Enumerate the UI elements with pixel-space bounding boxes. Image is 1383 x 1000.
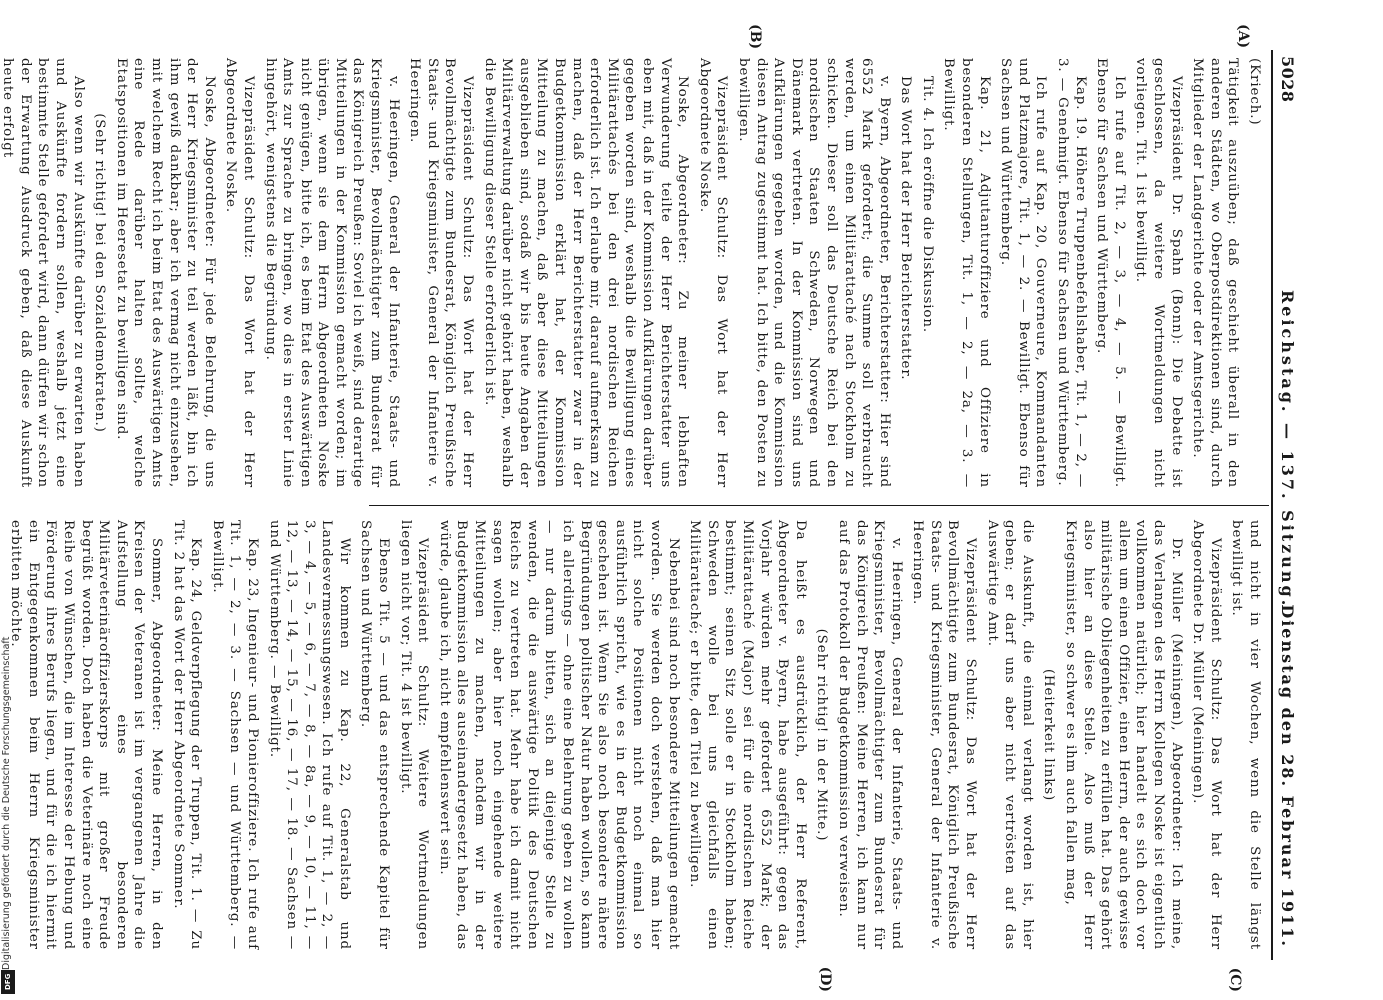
paragraph: Kap. 21, Adjutanturoffiziere und Offiziere in besonderen Stellungen, Tit. 1, — 2, — 2a, — 3. — Bewilligt. xyxy=(941,58,992,488)
paragraph: Kap. 19. Höhere Truppenbefehlshaber, Tit. 1, — 2, — 3. — Genehmigt. Ebenso für Sachsen und Württemberg. xyxy=(1055,58,1088,488)
paragraph: Also wenn wir Auskünfte darüber zu erwarten haben und Auskünfte fordern sollen, weshalb jetzt eine bestimmte Stelle gefordert wird, dann dürfen wir schon der Erwartung Ausdruck geben, daß diese Auskunft heute erfolgt xyxy=(0,58,86,488)
column-divider xyxy=(369,505,1269,506)
paragraph: die Auskunft, die einmal verlangt worden ist, hier geben; er darf uns aber nicht vertrösten auf das Auswärtige Amt. xyxy=(984,520,1035,950)
paragraph: Nebenbei sind noch besondere Mitteilungen gemacht worden. Sie werden doch verstehen, daß man hier nicht solche Positionen nicht noch einmal so ausführlich spricht, wie es in der Budgetkommission geschehen ist. Wenn Sie also noch besondere nähere Begründungen politischer Natur haben wollen, so kann ich allerdings — ohne eine Belehrung geben zu wollen — nur darum bitten, sich an diejenige Stelle zu wenden, die die auswärtige Politik des Deutschen Reichs zu vertreten hat. Mehr habe ich damit nicht sagen wollen; aber hier noch eingehende weitere Mitteilungen zu machen, nachdem wir in der Budgetkommission alles auseinandergesetzt haben, das würde, glaube ich, nicht empfehlenswert sein. xyxy=(436,520,681,950)
paragraph: Dr. Müller (Meiningen), Abgeordneter: Ich meine, das Verlangen des Herrn Kollegen Noske ist eigentlich vollkommen natürlich; hier handelt es sich doch vor allem um einen Offizier, einen Herrn, der auch gewisse militärische Obliegenheiten zu erfüllen hat. Das gehört also hier an diese Stelle. Also muß der Herr Kriegsminister, so schwer es ihm auch fallen mag, xyxy=(1063,520,1184,950)
interjection: (Sehr richtig! in der Mitte.) xyxy=(814,628,830,842)
running-header xyxy=(1271,50,1303,960)
paragraph: Vizepräsident Dr. Spahn (Bonn): Die Debatte ist geschlossen, da weitere Wortmeldungen nicht vorliegen. Tit. 1 ist bewilligt. xyxy=(1133,58,1184,488)
paragraph: v. Heeringen, General der Infanterie, Staats- und Kriegsminister, Bevollmächtigter zum Bundesrat für das Königreich Preußen: Soviel ich weiß, sind derartige Mitteilungen in der Kommission gemacht worden; im übrigen, wenn sie dem Herrn Abgeordneten Noske nicht genügen, bitte ich, es beim Etat des Auswärtigen Amts zur Sprache zu bringen, wo dies in erster Linie hingehört, wenigstens die Begründung. xyxy=(262,58,401,488)
paragraph: Vizepräsident Schultz: Das Wort hat der Herr Abgeordnete Noske. xyxy=(696,58,730,488)
paragraph: Wir kommen zu Kap. 22, Generalstab und Landesvermessungswesen. Ich rufe auf Tit. 1, — 2, — 3, — 4, — 5, — 6, — 7, — 8, — 8a, — 9, — 10, — 11, — 12, — 13, — 14, — 15, — 16, — 17, — 18. — Sachsen — und Württemberg. — Bewilligt. xyxy=(266,520,352,950)
paragraph: Sommer, Abgeordneter: Meine Herren, in den Kreisen der Veteranen ist im vergangenen Jahre die Aufstellung eines besonderen Militärveterinäroffizierskorps mit großer Freude begrüßt worden. Doch haben die Veterinäre noch eine Reihe von Wünschen, die im Interesse der Hebung und Förderung ihres Berufs liegen, und für die ich hiermit ein Entgegenkommen beim Herrn Kriegsminister erbitten möchte. xyxy=(8,520,164,950)
paragraph: Noske, Abgeordneter: Für jede Belehrung, die uns der Herr Kriegsminister zu teil werden läßt, bin ich ihm gewiß dankbar; aber ich vermag nicht einzusehen, mit welchem Recht ich beim Etat des Auswärtigen Amts eine Rede darüber halten sollte, welche Etatspositionen im Heeresetat zu bewilligen sind. xyxy=(113,58,217,488)
paragraph: Noske, Abgeordneter: Zu meiner lebhaften Verwunderung teilte der Herr Berichterstatter uns eben mit, daß in der Kommission Aufklärungen darüber gegeben worden sind, weshalb die Bewilligung eines Militärattachés bei den drei nordischen Reichen erforderlich ist. Ich erlaube mir, darauf aufmerksam zu machen, daß der Herr Berichterstatter zwar in der Budgetkommission erklärt hat, der Kommission Mitteilung zu machen, daß aber diese Mitteilungen ausgeblieben sind, sodaß wir bis heute Angaben der Militärverwaltung darüber nicht gehört haben, weshalb die Bewilligung dieser Stelle erforderlich ist. xyxy=(481,58,691,488)
interjection: (Heiterkeit links) xyxy=(1041,668,1057,802)
margin-marker-a: (A) xyxy=(1235,24,1251,49)
page-number: 5028 xyxy=(1278,56,1297,103)
paragraph: Ich rufe auf Kap. 20, Gouverneure, Kommandanten und Platzmajore, Tit. 1, — 2. — Bewilligt. Ebenso für Sachsen und Württemberg. xyxy=(998,58,1049,488)
paragraph: Ich rufe auf Tit. 2, — 3, — 4, — 5. — Bewilligt. Ebenso für Sachsen und Württemberg. xyxy=(1094,58,1127,488)
dfg-logo: DFG xyxy=(1,970,15,994)
paragraph: Vizepräsident Schultz: Das Wort hat der Herr Bevollmächtigte zum Bundesrat, Königlich Preußische Staats- und Kriegsminister, General der Infanterie v. Heeringen. xyxy=(407,58,476,488)
paragraph: Vizepräsident Schultz: Weitere Wortmeldungen liegen nicht vor; Tit. 4 ist bewilligt. xyxy=(397,520,431,950)
paragraph: Vizepräsident Schultz: Das Wort hat der Herr Bevollmächtigte zum Bundesrat, Königlich Preußische Staats- und Kriegsminister, General der Infanterie v. Heeringen. xyxy=(910,520,979,950)
paragraph: Da heißt es ausdrücklich, der Herr Referent, Abgeordneter v. Byern, habe ausgeführt: gegen das Vorjahr würden mehr gefordert 6552 Mark; der Militärattaché (Major) sei für die nordischen Reiche bestimmt; seinen Sitz solle er in Stockholm haben; Schweden wolle bei uns gleichfalls einen Militärattaché; er bitte, den Titel zu bewilligen. xyxy=(687,520,808,950)
speaker-marker: (Kriech.) xyxy=(1247,58,1262,126)
paragraph: Tätigkeit auszuüben; daß geschieht überall in den anderen Städten, wo Oberpostdirektionen sind, durch Mitglieder der Landgerichte oder der Amtsgerichte. xyxy=(1190,58,1241,488)
right-column xyxy=(3,520,1263,950)
paragraph: v. Heeringen, General der Infanterie, Staats- und Kriegsminister, Bevollmächtigter zum Bundesrat für das Königreich Preußen: Meine Herren, ich kann nur auf das Protokoll der Budgetkommission verweisen. xyxy=(835,520,904,950)
interjection: (Sehr richtig! bei den Sozialdemokraten.) xyxy=(92,113,108,433)
paragraph: v. Byern, Abgeordneter, Berichterstatter: Hier sind 6552 Mark gefordert; die Summe soll verbraucht werden, um einen Militärattaché nach Stockholm zu schicken. Dieser soll das Deutsche Reich bei den nordischen Staaten Schweden, Norwegen und Dänemark vertreten. In der Kommission sind uns Aufklärungen gegeben worden, und die Kommission diesen Antrag zugestimmt hat. Ich bitte, den Posten zu bewilligen. xyxy=(735,58,892,488)
digitization-credit xyxy=(1,600,15,1000)
session-title: Reichstag. — 137. Sitzung. xyxy=(1278,290,1297,609)
paragraph: Tit. 4. Ich eröffne die Diskussion. xyxy=(919,76,935,334)
session-date: Dienstag den 28. Februar 1911. xyxy=(1278,604,1297,948)
header-rule xyxy=(1271,50,1273,960)
paragraph: und nicht in vier Wochen, wenn die Stelle längst bewilligt ist. xyxy=(1229,520,1262,950)
paragraph: Ebenso Tit. 5 — und das entsprechende Kapitel für Sachsen und Württemberg. xyxy=(358,520,392,950)
paragraph: Vizepräsident Schultz: Das Wort hat der Herr Abgeordnete Dr. Müller (Meiningen). xyxy=(1190,520,1223,950)
margin-marker-c: (C) xyxy=(1227,967,1243,992)
paragraph: Kap. 24, Geldverpflegung der Truppen, Tit. 1. — Zu Tit. 2 hat das Wort der Herr Abgeordnete Sommer. xyxy=(170,520,204,950)
paragraph: Kap. 23, Ingenieur- und Pionieroffiziere. Ich rufe auf Tit. 1, — 2, — 3. — Sachsen — und Württemberg. — Bewilligt. xyxy=(209,520,260,950)
margin-marker-d: (D) xyxy=(817,966,833,992)
margin-marker-b: (B) xyxy=(747,24,763,50)
digitization-credit-text: Digitalisierung gefördert durch die Deutsche Forschungsgemeinschaft xyxy=(1,636,12,970)
left-column xyxy=(0,58,1263,488)
paragraph: Vizepräsident Schultz: Das Wort hat der Herr Abgeordnete Noske. xyxy=(223,58,256,488)
paragraph: Das Wort hat der Herr Berichterstatter. xyxy=(898,76,914,381)
